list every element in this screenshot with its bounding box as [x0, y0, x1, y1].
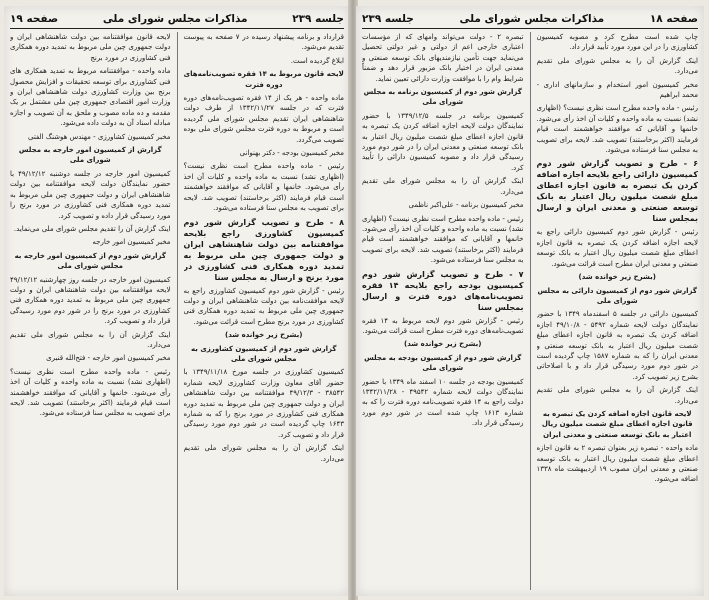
paragraph: مخبر کمیسیون کشاورزی - مهندس هوشنگ الفتی — [28, 132, 171, 141]
right-page — [356, 6, 704, 596]
column-divider — [530, 32, 531, 590]
paragraph: کمیسیون بودجه در جلسه ۱۰ اسفند ماه ۱۳۴۹ با حضور نمایندگان دولت لایحه شماره ۴۹۵۴۲ - ۱۳۴۲/۱۱/۲۸ دولت راجع به ۱۴ فقره تصویب‌نامه دوره فترت را که به شماره ۱۶۱۳ چاپ شده است در شور دوم مورد رسیدگی قرار داد. — [362, 377, 524, 428]
paragraph: قرارداد و برنامه پیشنهاد رسیده در ۷ صفحه به پیوست تقدیم می‌شود. — [183, 33, 344, 52]
paragraph: کمیسیون امور خارجه در جلسه روز چهارشنبه ۴۹/۱۲/۱۲ لایحه موافقتنامه بین دولت شاهنشاهی ایران و دولت جمهوری چین ملی مربوط به تمدید دوره همکاری فنی کشاورزی در مورد برنج را در شور دوم مورد رسیدگی قرار داد و تصویب کرد. — [10, 275, 171, 326]
paragraph: اینک گزارش آن را به مجلس شورای ملی تقدیم می‌دارد. — [536, 386, 698, 405]
report-title: لایحه قانون مربوط به ۱۴ فقره تصویب‌نامه‌های دوره فترت — [183, 70, 344, 89]
right-page-right-column — [537, 32, 699, 590]
paragraph: ماده واحده - تبصره زیر بعنوان تبصره ۲ به قانون اجازه اعطای مبلغ شصت میلیون ریال اعتبار به بانک توسعه صنعتی و معدنی ایران مصوب ۱۹ اردیبهشت ماه ۱۳۳۸ اضافه می‌شود. — [536, 444, 698, 484]
paragraph: مخبر کمیسیون امور خارجه - فتح‌الله قنبری — [46, 354, 171, 363]
paragraph: مخبر کمیسیون امور استخدام و سازمانهای اداری - محمد ابراهیم — [536, 80, 698, 100]
paragraph: رئیس - ماده واحده مطرح است نظری نیست؟ (اظهاری نشد) نسبت به ماده واحده و کلیات آن اخذ رأی می‌شود. خانمها و آقایانی که موافقند خواهشمند است قیام فرمایند (اکثر برخاستند) تصویب شد. لایحه برای تصویب به مجلس سنا فرستاده می‌شود. — [362, 214, 524, 265]
left-page-columns — [10, 32, 344, 590]
page-number: صفحه ۱۸ — [649, 13, 698, 25]
paragraph: اینک گزارش آن را به مجلس شورای ملی تقدیم می‌دارد. — [10, 330, 171, 349]
section-heading: ۷ - طرح و تصویب گزارش شور دوم کمیسیون بودجه راجع بلایحه ۱۴ فقره تصویب‌نامه‌های دوره فترت و ارسال بمجلس سنا — [362, 269, 524, 312]
publication-title: مذاکرات مجلس شورای ملی — [459, 13, 605, 25]
section-heading: ۸ - طرح و تصویب گزارش شور دوم کمیسیون کشاورزی راجع بلایحه موافقتنامه بین دولت شاهنشاهی ایران و دولت جمهوری چین ملی مربوط به تمدید دوره همکاری فنی کشاورزی در مورد برنج و ارسال به مجلس سنا — [183, 217, 344, 282]
page-number: صفحه ۱۹ — [10, 13, 59, 25]
paragraph: چاپ شده است مطرح کرد و مصوبه کمیسیون کشاورزی را در این مورد مورد تأیید قرار داد. — [536, 33, 698, 52]
right-page-header — [362, 10, 698, 29]
publication-title: مذاکرات مجلس شورای ملی — [102, 13, 248, 25]
report-title: گزارش از کمیسیون امور خارجه به مجلس شورای ملی — [18, 146, 162, 165]
report-title: گزارش شور دوم از کمیسیون امور خارجه به مجلس شورای ملی — [14, 251, 166, 271]
report-title: (بشرح زیر خوانده شد) — [404, 340, 482, 349]
paragraph: مخبر کمیسیون امور خارجه — [92, 238, 171, 247]
paragraph: رئیس - گزارش شور دوم کمیسیون کشاورزی راجع به لایحه موافقت‌نامه بین دولت شاهنشاهی ایران و دولت جمهوری چین ملی مربوط به تمدید دوره همکاری فنی کشاورزی در مورد برنج مطرح است قرائت می‌شود. — [183, 286, 344, 326]
section-heading: ۶ - طرح و تصویب گزارش شور دوم کمیسیون دارائی راجع بلایحه اجازه اضافه کردن یک تبصره به قانون اجازه اعطای مبلغ شصت میلیون ریال اعتبار به بانک توسعه صنعتی و معدنی ایران و ارسال بمجلس سنا — [536, 159, 698, 224]
report-title: (بشرح زیر خوانده شد) — [225, 331, 303, 340]
report-title: گزارش شور دوم از کمیسیون کشاورزی به مجلس شورای ملی — [191, 344, 337, 363]
left-page-header — [10, 10, 344, 29]
report-title: (بشرح زیر خوانده شد) — [578, 273, 656, 282]
paragraph: رئیس - ماده واحده مطرح است نظری نیست؟ (اظهاری نشد) نسبت به ماده واحده و کلیات آن اخذ رأی می‌شود. خانمها و آقایانی که موافقند خواهشمند است قیام فرمایند (اکثر برخاستند) تصویب شد. لایحه برای تصویب به مجلس سنا فرستاده می‌شود. — [10, 367, 171, 418]
left-page-right-column — [184, 32, 345, 590]
paragraph: ماده واحده - هر یک از ۱۴ فقره تصویب‌نامه‌های دوره فترت که در جلسه ۱۳۴۲/۱۱/۲۷ از طرف دولت شاهنشاهی ایران تقدیم مجلس شورای ملی گردیده است و مربوط به دوره فترت مجلس شورای ملی بوده تصویب می‌گردد. — [183, 94, 344, 144]
paragraph: تبصره ۲ - دولت می‌تواند وامهای که از مؤسسات اعتباری خارجی اعم از دولتی و غیر دولتی تحصیل می‌نماید جهت تأمین نیازمندیهای بانک توسعه صنعتی و معدنی ایران در اختیار بانک مزبور قرار دهد و ضمناً شرایط وام را با موافقت وزارت دارائی تعیین نماید. — [362, 33, 524, 83]
paragraph: ماده واحده - موافقتنامه مربوط به تمدید همکاری های فنی کشاورزی برای توسعه تحقیقات و افزایش محصول برنج بین وزارت کشاورزی دولت شاهنشاهی ایران و وزارت امور اقتصادی جمهوری چین ملی مشتمل بر یک مقدمه و ده ماده مصوب و ملحق به آن تصویب و اجازه مبادله اسناد آن به دولت داده می‌شود. — [10, 67, 171, 128]
paragraph: کمیسیون کشاورزی در جلسه مورخ ۱۳۴۹/۱۱/۱۸ با حضور آقای معاون وزارت کشاورزی لایحه شماره ۳۸۵۴۲ - ۴۹/۱۲/۳ موافقتنامه بین دولت شاهنشاهی ایران و دولت جمهوری چین ملی مربوط به تمدید دوره همکاری فنی کشاورزی در مورد برنج را که به شماره ۱۶۴۳ چاپ گردیده است در شور دوم مورد رسیدگی قرار داد و تصویب کرد. — [183, 368, 344, 439]
paragraph: رئیس - ماده واحده مطرح است نظری نیست؟ (اظهاری نشد) نسبت به ماده واحده و کلیات آن اخذ رأی می‌شود. خانمها و آقایانی که موافقند خواهشمند است قیام فرمایند (اکثر برخاستند) تصویب شد. لایحه برای تصویب به مجلس سنا فرستاده می‌شود. — [536, 104, 698, 155]
paragraph: اینک گزارش آن را به مجلس شورای ملی تقدیم می‌دارد. — [536, 56, 698, 76]
paragraph: رئیس - ماده واحده مطرح است نظری نیست؟ (اظهاری نشد) نسبت به ماده واحده و کلیات آن اخذ رأی می‌شود. خانمها و آقایانی که موافقند خواهشمند است قیام فرمایند (اکثر برخاستند) تصویب شد. لایحه برای تصویب به مجلس سنا فرستاده می‌شود. — [183, 162, 344, 213]
column-divider — [177, 32, 178, 590]
left-page-left-column — [10, 32, 171, 590]
right-page-left-column — [362, 32, 524, 590]
paragraph: مخبر کمیسیون بودجه - دکتر بهنوانی — [239, 149, 344, 158]
paragraph: رئیس - گزارش شور دوم کمیسیون دارائی راجع به لایحه اجازه اضافه کردن یک تبصره به قانون اجازه اعطای مبلغ شصت میلیون ریال اعتبار به بانک توسعه صنعتی و معدنی ایران مطرح است قرائت می‌شود. — [536, 228, 698, 268]
paragraph: مخبر کمیسیون برنامه - علی‌اکبر ناظمی — [408, 201, 524, 210]
paragraph: اینک گزارش آن را به مجلس شورای ملی تقدیم می‌دارد. — [362, 177, 524, 196]
paragraph: اینک گزارش آن را به مجلس شورای ملی تقدیم می‌دارد. — [183, 444, 344, 463]
session-label: جلسه ۲۳۹ — [362, 13, 414, 25]
session-label: جلسه ۲۳۹ — [292, 13, 344, 25]
paragraph: اینک گزارش آن را تقدیم مجلس شورای ملی می‌نماید. — [13, 224, 171, 233]
paragraph: ابلاغ گردیده است. — [290, 56, 344, 65]
paragraph: کمیسیون امور خارجه در جلسه دوشنبه ۴۹/۱۲/۱۲ با حضور نمایندگان دولت لایحه موافقتنامه بین دولت شاهنشاهی ایران و دولت جمهوری چین ملی مربوط به تمدید دوره همکاری فنی کشاورزی در مورد برنج را مورد رسیدگی قرار داده و تصویب کرد. — [10, 169, 171, 220]
report-title: گزارش شور دوم از کمیسیون برنامه به مجلس شورای ملی — [363, 88, 522, 107]
right-page-columns — [362, 32, 698, 590]
paragraph: کمیسیون برنامه در جلسه ۱۳۴۹/۱۲/۵ با حضور نمایندگان دولت لایحه اجازه اضافه کردن یک تبصره به قانون اجازه اعطای مبلغ شصت میلیون ریال اعتبار به بانک توسعه صنعتی و معدنی ایران را در شور دوم مورد رسیدگی قرار داد و مصوبه کمیسیون دارائی را تأیید کرد. — [362, 111, 524, 172]
report-title: لایحه قانون اجازه اضافه کردن یک تبصره به قانون اجازه اعطای مبلغ شصت میلیون ریال اعتبار به بانک توسعه صنعتی و معدنی ایران — [541, 409, 693, 439]
report-title: گزارش شور دوم از کمیسیون دارائی به مجلس شورای ملی — [537, 286, 697, 305]
left-page — [4, 6, 350, 596]
paragraph: رئیس - گزارش شور دوم لایحه مربوط به ۱۴ فقره تصویب‌نامه‌های دوره فترت مطرح است قرائت می‌شود. — [362, 316, 524, 335]
report-title: گزارش شور دوم از کمیسیون بودجه به مجلس شورای ملی — [364, 353, 522, 373]
paragraph: کمیسیون دارائی در جلسه ۵ اسفندماه ۱۳۴۹ با حضور نمایندگان دولت لایحه شماره ۵۴۹۲ - ۴۹/۱۰/۸ اجازه اضافه کردن یک تبصره به قانون اجازه اعطای مبلغ شصت میلیون ریال اعتبار به بانک توسعه صنعتی و معدنی ایران را که به شماره ۱۵۸۷ چاپ گردیده است در شور دوم مورد رسیدگی قرار داد و با اصلاحاتی بشرح زیر تصویب کرد. — [536, 310, 698, 381]
paragraph: لایحه قانون موافقتنامه بین دولت شاهنشاهی ایران و دولت جمهوری چین ملی مربوط به تمدید دوره همکاری فنی کشاورزی در مورد برنج — [10, 33, 171, 62]
